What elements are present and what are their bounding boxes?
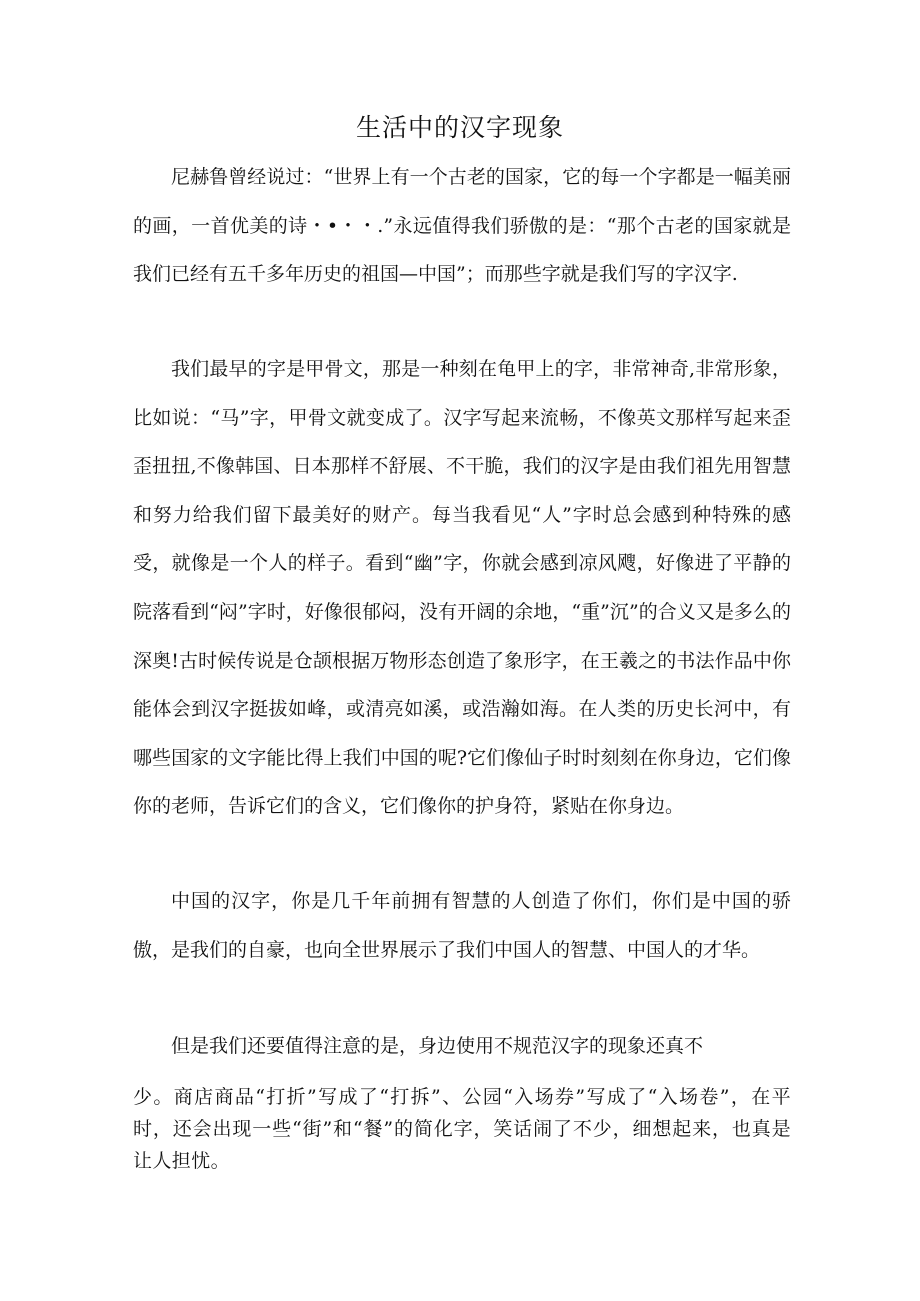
document-title: 生活中的汉字现象 bbox=[355, 113, 564, 142]
paragraph-3: 中国的汉字，你是几千年前拥有智慧的人创造了你们，你们是中国的骄傲，是我们的自豪，也向全世界展示了我们中国人的智慧、中国人的才华。 bbox=[133, 890, 791, 961]
paragraph-5: 少。商店商品“打折”写成了“打拆”、公园“入场券”写成了“入场卷”，在平时，还会出现一些“街”和“餐”的简化字，笑话闹了不少，细想起来，也真是让人担忧。 bbox=[133, 1086, 791, 1172]
paragraph-1: 尼赫鲁曾经说过：“世界上有一个古老的国家，它的每一个字都是一幅美丽的画，一首优美的诗・•・・.”永远值得我们骄傲的是：“那个古老的国家就是我们已经有五千多年历史的祖国—中国”；而那些字就是我们写的字汉字. bbox=[133, 166, 791, 286]
paragraph-2: 我们最早的字是甲骨文，那是一种刻在龟甲上的字，非常神奇,非常形象，比如说：“马”字，甲骨文就变成了。汉字写起来流畅，不像英文那样写起来歪歪扭扭,不像韩国、日本那样不舒展、不干脆，我们的汉字是由我们祖先用智慧和努力给我们留下最美好的财产。每当我看见“人”字时总会感到种特殊的感受，就像是一个人的样子。看到“幽”字，你就会感到凉风飕，好像进了平静的院落看到“闷”字时，好像很郁闷，没有开阔的余地，“重”沉”的合义又是多么的深奥!古时候传说是仓颉根据万物形态创造了象形字，在王羲之的书法作品中你能体会到汉字挺拔如峰，或清亮如溪，或浩瀚如海。在人类的历史长河中，有哪些国家的文字能比得上我们中国的呢?它们像仙子时时刻刻在你身边，它们像你的老师，告诉它们的含义，它们像你的护身符，紧贴在你身边。 bbox=[133, 358, 791, 818]
paragraph-4: 但是我们还要值得注意的是，身边使用不规范汉字的现象还真不 bbox=[171, 1035, 704, 1057]
